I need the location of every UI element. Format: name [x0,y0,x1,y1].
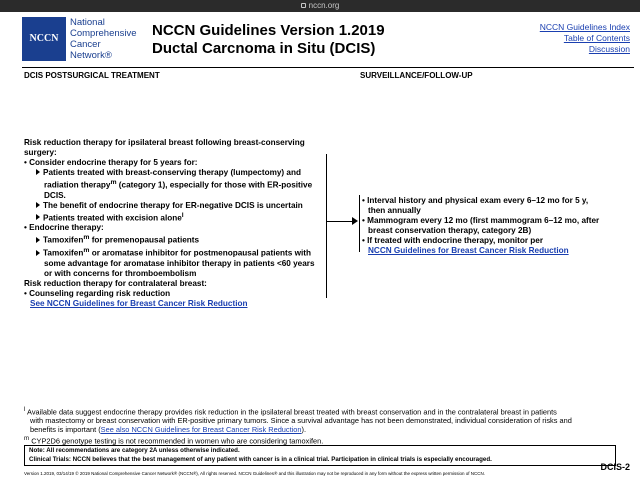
text-line: surgery: [24,148,57,157]
footnotes [24,405,624,446]
bullet-triangle-icon [36,250,40,256]
text-line: then annually [368,206,421,215]
risk-reduction-link[interactable]: See NCCN Guidelines for Breast Cancer Risk Reduction [30,298,248,308]
org-name-line: Network® [70,50,112,61]
org-name [70,17,137,61]
discussion-link[interactable]: Discussion [588,44,630,54]
flow-bracket-line [326,154,327,298]
text-line: • Interval history and physical exam every 6–12 mo for 5 y, [362,196,589,205]
page-title [152,22,385,58]
text-line [24,299,330,309]
nav-links [540,22,630,55]
page-number: DCIS-2 [600,462,630,472]
text-line: or with concerns for thromboembolism [44,268,197,278]
text-line: Tamoxifen$^m$ for premenopausal patients [24,233,330,246]
text-line: DCIS. [44,190,66,200]
surveillance-box [362,196,630,256]
text-line: radiation therapy$^m$ (category 1), especially for those with ER-positive [44,179,313,190]
guidelines-index-link[interactable]: NCCN Guidelines Index [539,22,630,32]
see-also-risk-reduction-link[interactable]: See also NCCN Guidelines for Breast Cancer Risk Reduction [100,425,302,435]
title-line: NCCN Guidelines Version 1.2019 [152,22,385,39]
text-line: The benefit of endocrine therapy for ER-negative DCIS is uncertain [24,201,330,211]
guideline-page [0,12,640,476]
text-line: • Mammogram every 12 mo (first mammogram 6–12 mo, after [362,216,600,225]
footnote-line: $^l$ Available data suggest endocrine therapy provides risk reduction in the ipsilateral breast treated with breast conservation and in the contralateral breast in patients [24,406,557,417]
footnote-line: $^m$ CYP2D6 genotype testing is not recommended in women who are considering tamoxifen. [24,435,324,446]
surveillance-bracket-line [359,195,360,252]
text-line: • Counseling regarding risk reduction [24,288,171,298]
note-line: Note: All recommendations are category 2A unless otherwise indicated. [29,447,240,454]
treatment-box [24,138,330,309]
url-text: nccn.org [308,1,340,10]
lock-icon [301,3,306,8]
bullet-triangle-icon [36,202,40,208]
text-line: • Endocrine therapy: [24,223,104,233]
note-line: Clinical Trials: NCCN believes that the best management of any patient with cancer is in a clinical trial. Participation in clinical trials is especially encouraged. [29,455,492,463]
table-of-contents-link[interactable]: Table of Contents [563,33,630,43]
arrow-right-icon [352,217,358,225]
text-line: • If treated with endocrine therapy, monitor per [362,236,544,245]
org-name-line: Cancer [70,39,101,50]
flow-arrow-line [327,221,355,222]
browser-address-bar[interactable] [0,0,640,12]
bullet-triangle-icon [36,214,40,220]
footnote-line: with mastectomy or breast conservation with ER-positive primary tumors. Since a survival advantage has not been demonstrated, individual consideration of risks and [30,416,572,426]
text-line: Risk reduction therapy for ipsilateral breast following breast-conserving [24,138,305,147]
text-line: Risk reduction therapy for contralateral breast: [24,278,207,288]
text-line [362,246,630,256]
url-display[interactable] [0,0,640,12]
text-line: Tamoxifen$^m$ or aromatase inhibitor for postmenopausal patients with [24,246,330,259]
org-name-line: National [70,17,105,28]
header-divider [22,67,634,68]
footnote-line: benefits is important (See also NCCN Guidelines for Breast Cancer Risk Reduction). [30,425,307,435]
org-name-line: Comprehensive [70,28,137,39]
title-line: Ductal Carcnoma in Situ (DCIS) [152,40,376,57]
section-heading-treatment: DCIS POSTSURGICAL TREATMENT [24,71,160,80]
text-line: • Consider endocrine therapy for 5 years for: [24,158,198,167]
risk-reduction-monitor-link[interactable]: NCCN Guidelines for Breast Cancer Risk Reduction [368,246,569,255]
notes-box [24,445,616,466]
bullet-triangle-icon [36,169,40,175]
text-line: Patients treated with excision alone$^l$ [24,211,330,224]
text-line: Patients treated with breast-conserving therapy (lumpectomy) and [24,168,330,178]
text-line: breast conservation therapy, category 2B) [368,226,532,235]
section-heading-surveillance: SURVEILLANCE/FOLLOW-UP [360,71,473,80]
text-line: some advantage for aromatase inhibitor therapy in patients <60 years [44,258,315,268]
version-text: Version 1.2019, 03/14/19 © 2019 National Comprehensive Cancer Network® (NCCN®), All rights reserved. NCCN Guidelines® and this illustration may not be reproduced in any form without the express written permission of NCCN. [24,471,485,476]
bullet-triangle-icon [36,237,40,243]
nccn-logo: NCCN [22,17,66,61]
